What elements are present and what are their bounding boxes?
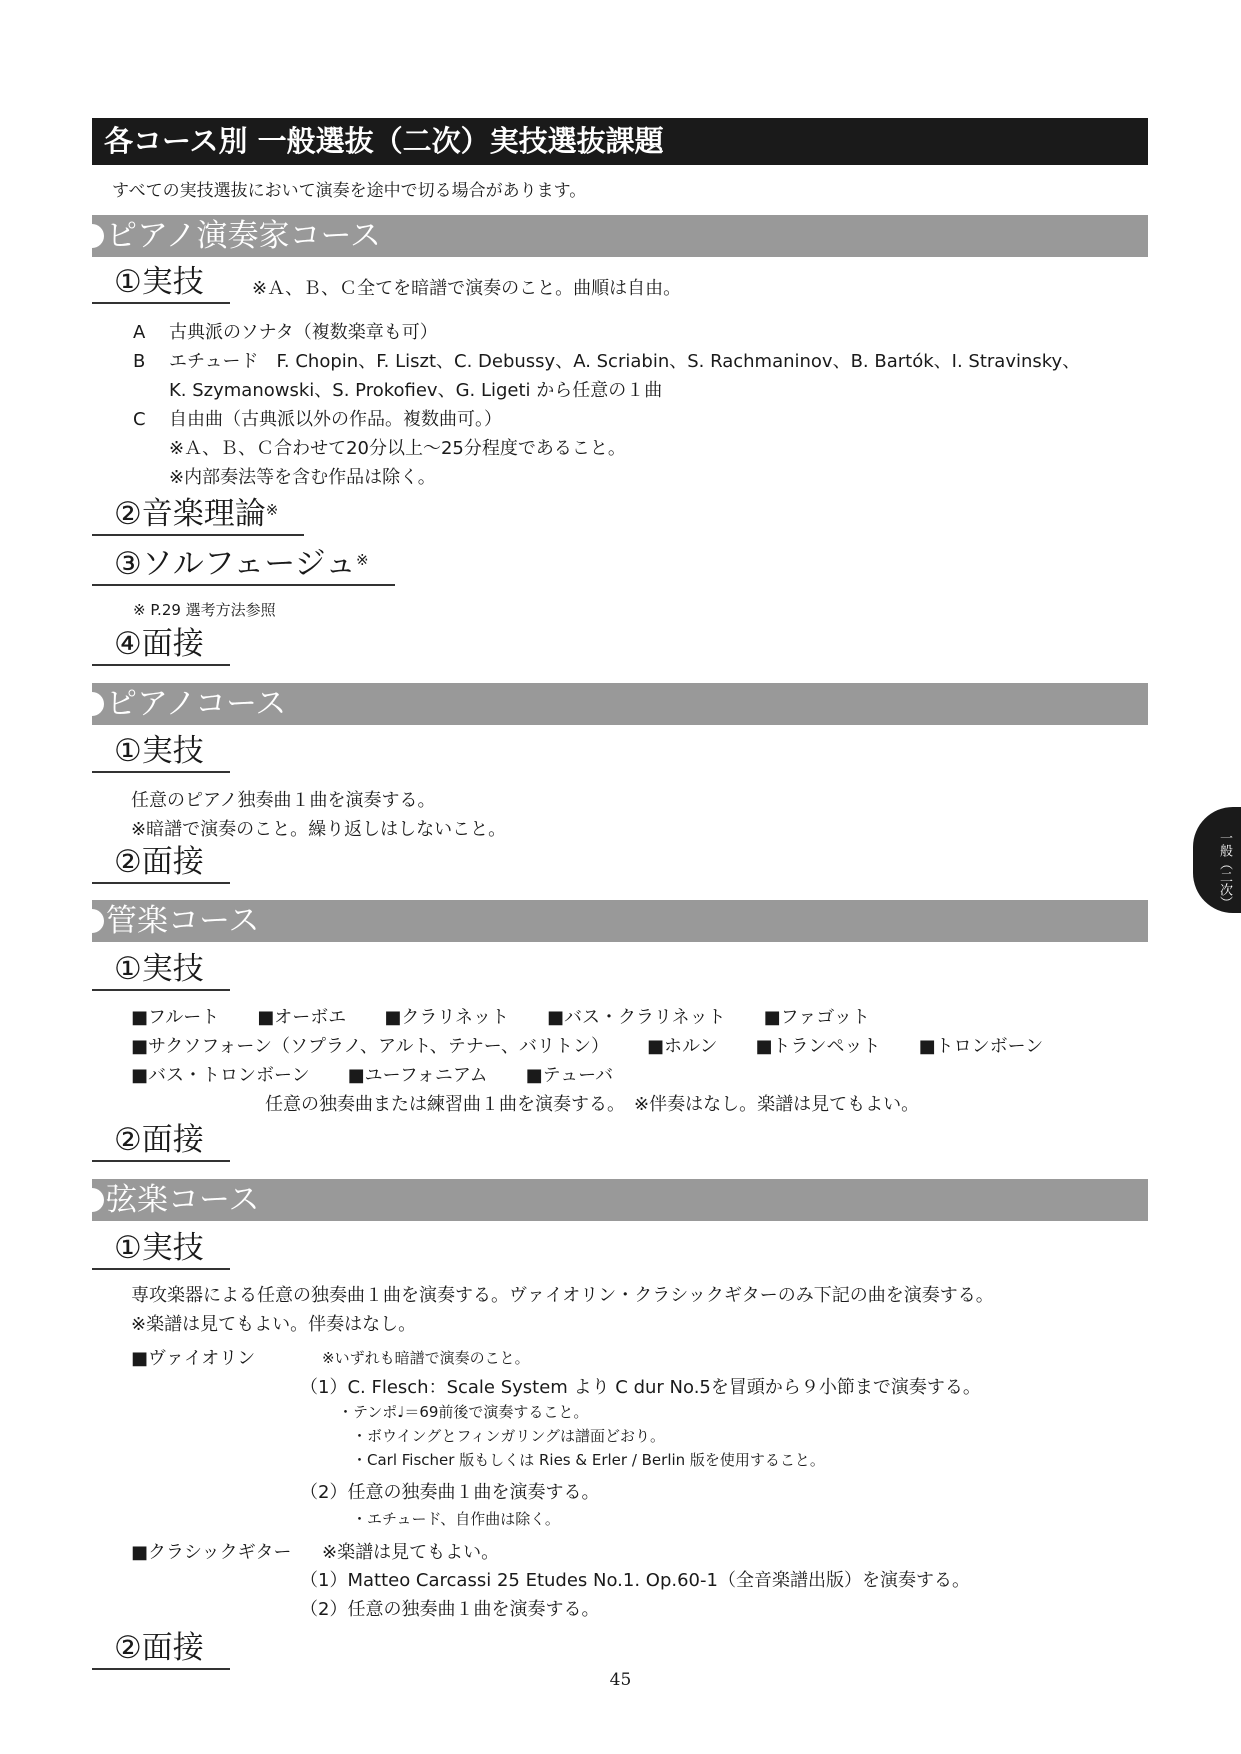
section-heading-piano: ピアノコース: [92, 683, 1148, 725]
instrument-item: ■バス・トロンボーン: [131, 1065, 310, 1086]
guitar-piece-2: （2）任意の独奏曲１曲を演奏する。: [300, 1599, 600, 1620]
subheading-theory: [92, 494, 304, 536]
list-item: [133, 463, 436, 489]
reference-note: ※ P.29 選考方法参照: [133, 601, 276, 619]
instrument-list-row: [131, 1061, 613, 1087]
instrument-item: ■ユーフォニアム: [347, 1065, 488, 1086]
item-text: エチュード F. Chopin、F. Liszt、C. Debussy、A. Scriabin、S. Rachmaninov、B. Bartók、I. Stravinsky、: [169, 351, 1081, 372]
item-text: 古典派のソナタ（複数楽章も可）: [169, 322, 438, 343]
violin-label: ■ヴァイオリン: [131, 1348, 256, 1369]
instrument-item: ■サクソフォーン（ソプラノ、アルト、テナー、バリトン）: [131, 1036, 609, 1057]
jitsugi-note: ※Ａ、Ｂ、Ｃ全てを暗譜で演奏のこと。曲順は自由。: [252, 278, 682, 299]
subheading-interview: ②面接: [92, 1120, 230, 1162]
guitar-note: ※楽譜は見てもよい。: [322, 1542, 500, 1563]
item-text: ※内部奏法等を含む作品は除く。: [169, 467, 436, 488]
list-item: [133, 347, 1080, 373]
subheading-jitsugi: ①実技: [92, 1228, 230, 1270]
instrument-item: ■ホルン: [646, 1036, 718, 1057]
side-index-tab: [1193, 807, 1241, 913]
solfege-mark: ※: [356, 551, 369, 569]
paragraph-line: ※楽譜は見てもよい。伴奏はなし。: [131, 1314, 417, 1335]
side-tab-label: 一般（二次）: [1217, 831, 1232, 909]
violin-tempo-note: ・テンポ♩＝69前後で演奏すること。: [338, 1403, 589, 1421]
paragraph-line: 専攻楽器による任意の独奏曲１曲を演奏する。ヴァイオリン・クラシックギターのみ下記の曲を演奏する。: [131, 1285, 994, 1306]
item-label: A: [133, 322, 146, 343]
section-heading-wind: 管楽コース: [92, 900, 1148, 942]
violin-bowing-note: ・ボウイングとフィンガリングは譜面どおり。: [352, 1427, 666, 1445]
subheading-jitsugi: ①実技: [92, 949, 230, 991]
violin-exclusion-note: ・エチュード、自作曲は除く。: [352, 1510, 560, 1528]
paragraph-line: ※暗譜で演奏のこと。繰り返しはしないこと。: [131, 819, 507, 840]
list-item: [133, 405, 502, 431]
item-text: ※Ａ、Ｂ、Ｃ合わせて20分以上～25分程度であること。: [169, 438, 626, 459]
instrument-item: ■オーボエ: [257, 1007, 347, 1028]
violin-note: ※いずれも暗譜で演奏のこと。: [322, 1349, 530, 1367]
subheading-solfege: [92, 544, 395, 586]
wind-instruction: 任意の独奏曲または練習曲１曲を演奏する。 ※伴奏はなし。楽譜は見てもよい。: [265, 1094, 920, 1115]
section-heading-piano-performer: ピアノ演奏家コース: [92, 215, 1148, 257]
item-label: C: [133, 409, 146, 430]
list-item: [133, 434, 626, 460]
list-item: [133, 318, 438, 344]
solfege-label: ③ソルフェージュ: [114, 546, 357, 582]
violin-piece-2: （2）任意の独奏曲１曲を演奏する。: [300, 1482, 600, 1503]
instrument-item: ■ファゴット: [763, 1007, 870, 1028]
instrument-list-row: [131, 1032, 1043, 1058]
violin-piece-1: （1）C. Flesch：Scale System より C dur No.5を冒頭から９小節まで演奏する。: [300, 1377, 981, 1398]
section-heading-strings: 弦楽コース: [92, 1179, 1148, 1221]
theory-label: ②音楽理論: [114, 496, 266, 532]
item-text: 自由曲（古典派以外の作品。複数曲可。）: [169, 409, 502, 430]
subheading-interview: ②面接: [92, 842, 230, 884]
subheading-jitsugi: ①実技: [92, 731, 230, 773]
list-item: [133, 376, 662, 402]
instrument-item: ■トランペット: [755, 1036, 881, 1057]
instrument-item: ■テューバ: [525, 1065, 614, 1086]
intro-text: すべての実技選抜において演奏を途中で切る場合があります。: [112, 181, 587, 201]
paragraph-line: 任意のピアノ独奏曲１曲を演奏する。: [131, 790, 436, 811]
subheading-interview: ④面接: [92, 624, 230, 666]
instrument-list-row: [131, 1003, 870, 1029]
item-label: B: [133, 351, 146, 372]
violin-edition-note: ・Carl Fischer 版もしくは Ries & Erler / Berlin 版を使用すること。: [352, 1451, 825, 1469]
guitar-label: ■クラシックギター: [131, 1542, 292, 1563]
instrument-item: ■クラリネット: [384, 1007, 509, 1028]
theory-mark: ※: [265, 501, 279, 519]
instrument-item: ■バス・クラリネット: [546, 1007, 726, 1028]
page-title: 各コース別 一般選抜（二次）実技選抜課題: [92, 118, 1148, 165]
subheading-jitsugi: ①実技: [92, 262, 230, 304]
subheading-interview: ②面接: [92, 1628, 230, 1670]
page-number: 45: [609, 1670, 632, 1690]
instrument-item: ■トロンボーン: [918, 1036, 1044, 1057]
guitar-piece-1: （1）Matteo Carcassi 25 Etudes No.1. Op.60-1（全音楽譜出版）を演奏する。: [300, 1570, 970, 1591]
instrument-item: ■フルート: [131, 1007, 220, 1028]
item-text: K. Szymanowski、S. Prokofiev、G. Ligeti から任意の１曲: [169, 380, 663, 401]
